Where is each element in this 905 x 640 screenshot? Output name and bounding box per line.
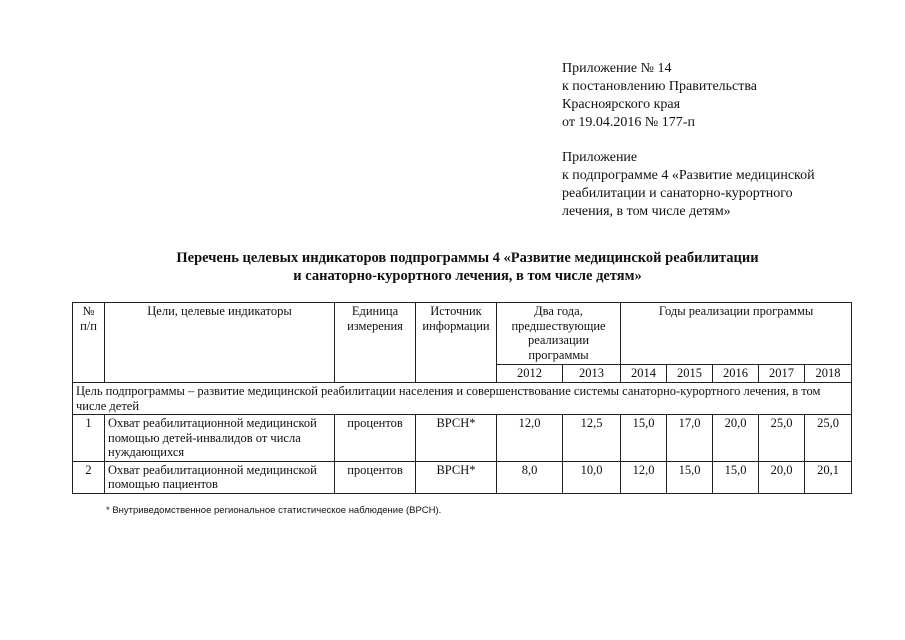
- row-num: 1: [73, 415, 105, 462]
- row-value: 20,0: [713, 415, 759, 462]
- row-value: 25,0: [805, 415, 852, 462]
- row-unit: процентов: [335, 415, 416, 462]
- goal-text: Цель подпрограммы – развитие медицинской реабилитации населения и совершенствование системы санаторно-курортного лечения, в том числе детей: [73, 383, 852, 415]
- row-value: 15,0: [667, 461, 713, 493]
- row-value: 12,0: [621, 461, 667, 493]
- year-cell: 2015: [667, 365, 713, 383]
- title-line: и санаторно-курортного лечения, в том числе детям»: [293, 268, 642, 284]
- row-value: 20,1: [805, 461, 852, 493]
- row-value: 8,0: [497, 461, 563, 493]
- header-goals: Цели, целевые индикаторы: [105, 303, 335, 383]
- row-value: 12,5: [563, 415, 621, 462]
- year-cell: 2012: [497, 365, 563, 383]
- row-num: 2: [73, 461, 105, 493]
- row-indicator: Охват реабилитационной медицинской помощью детей-инвалидов от числа нуждающихся: [105, 415, 335, 462]
- row-value: 10,0: [563, 461, 621, 493]
- header-program-years: Годы реализации программы: [621, 303, 852, 365]
- row-source: ВРСН*: [416, 461, 497, 493]
- row-value: 25,0: [759, 415, 805, 462]
- header-prior-years: Два года, предшествующие реализации программы: [497, 303, 621, 365]
- footnote: * Внутриведомственное региональное статистическое наблюдение (ВРСН).: [106, 505, 442, 516]
- row-unit: процентов: [335, 461, 416, 493]
- indicators-table: [72, 302, 852, 494]
- row-value: 15,0: [621, 415, 667, 462]
- year-cell: 2018: [805, 365, 852, 383]
- header-num: № п/п: [73, 303, 105, 383]
- document-title: [0, 249, 905, 285]
- goal-row: [73, 383, 852, 415]
- row-value: 17,0: [667, 415, 713, 462]
- appendix-line: Приложение № 14: [562, 61, 672, 76]
- appendix-line: к постановлению Правительства: [562, 79, 758, 94]
- subprogram-line: реабилитации и санаторно-курортного: [562, 186, 793, 201]
- table-row: [73, 461, 852, 493]
- header-unit: Единица измерения: [335, 303, 416, 383]
- table-row: [73, 415, 852, 462]
- row-value: 20,0: [759, 461, 805, 493]
- spacer: [562, 132, 892, 149]
- row-value: 15,0: [713, 461, 759, 493]
- title-line: Перечень целевых индикаторов подпрограммы 4 «Развитие медицинской реабилитации: [176, 250, 759, 266]
- appendix-header: [562, 60, 892, 221]
- year-cell: 2016: [713, 365, 759, 383]
- year-cell: 2017: [759, 365, 805, 383]
- subprogram-line: лечения, в том числе детям»: [562, 204, 731, 219]
- year-cell: 2014: [621, 365, 667, 383]
- appendix-line: Красноярского края: [562, 97, 681, 112]
- row-indicator: Охват реабилитационной медицинской помощью пациентов: [105, 461, 335, 493]
- appendix-line: от 19.04.2016 № 177-п: [562, 115, 695, 130]
- subprogram-line: Приложение: [562, 150, 638, 165]
- subprogram-line: к подпрограмме 4 «Развитие медицинской: [562, 168, 815, 183]
- year-cell: 2013: [563, 365, 621, 383]
- row-source: ВРСН*: [416, 415, 497, 462]
- header-source: Источник информации: [416, 303, 497, 383]
- row-value: 12,0: [497, 415, 563, 462]
